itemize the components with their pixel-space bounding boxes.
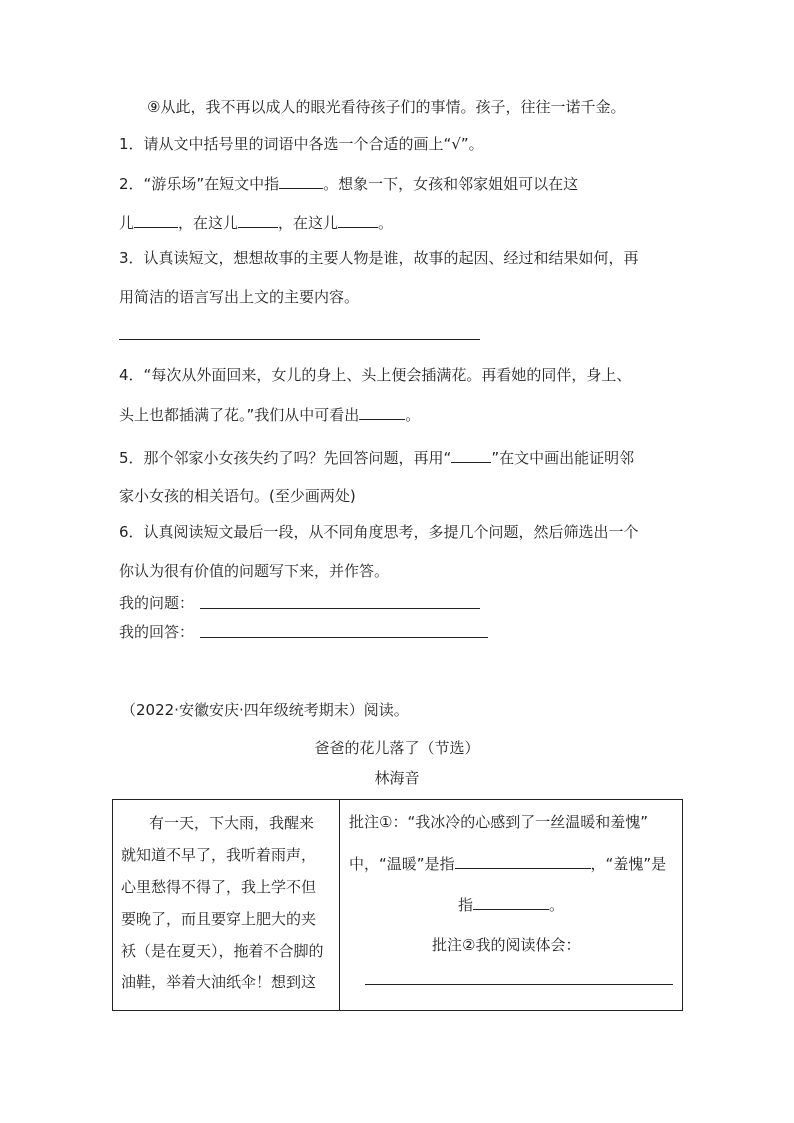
question-5-line-1: 5．那个邻家小女孩失约了吗？先回答问题，再用“ ”在文中画出能证明邻 [119, 449, 635, 467]
source-line: （2022·安徽安庆·四年级统考期末）阅读。 [121, 701, 409, 719]
question-2-line-2: 儿 ，在这儿 ，在这儿 。 [119, 214, 394, 232]
passage-author: 林海音 [374, 769, 420, 787]
note-2-answer-line[interactable] [365, 984, 673, 985]
underline-mark [451, 448, 491, 463]
answer-blank[interactable] [238, 213, 278, 228]
answer-blank[interactable] [134, 213, 178, 228]
passage-line: 袄（是在夏天），拖着不合脚的 [121, 942, 324, 960]
answer-blank[interactable] [338, 213, 378, 228]
question-6-line-2: 你认为很有价值的问题写下来，并作答。 [119, 562, 390, 580]
passage-line: 就知道不早了，我听着雨声， [121, 846, 317, 864]
question-3-line-1: 3．认真读短文，想想故事的主要人物是谁，故事的起因、经过和结果如何，再 [119, 249, 639, 267]
question-5-line-2: 家小女孩的相关语句。(至少画两处) [119, 487, 356, 505]
note-2-label: 批注②我的阅读体会： [432, 936, 581, 954]
my-answer-label: 我的回答： [119, 623, 195, 641]
passage-table [112, 799, 683, 1011]
passage-line: 有一天，下大雨，我醒来 [149, 814, 315, 832]
passage-text-cell [113, 800, 340, 1011]
question-2-line-1: 2．“游乐场”在短文中指 。想象一下，女孩和邻家姐姐可以在这 [119, 175, 579, 193]
answer-blank[interactable] [473, 895, 549, 910]
passage-line: 油鞋，举着大油纸伞！想到这 [121, 973, 317, 991]
passage-line: 心里愁得不得了，我上学不但 [121, 878, 317, 896]
passage-line: 要晚了，而且要穿上肥大的夹 [121, 910, 317, 928]
my-question-line[interactable] [200, 608, 480, 609]
answer-blank[interactable] [455, 854, 591, 869]
answer-blank[interactable] [359, 405, 405, 420]
question-4-line-2: 头上也都插满了花。”我们从中可看出 。 [119, 406, 421, 424]
question-6-line-1: 6．认真阅读短文最后一段，从不同角度思考，多提几个问题，然后筛选出一个 [119, 523, 639, 541]
my-question-label: 我的问题： [119, 594, 195, 612]
note-1-line-2: 中，“温暖”是指 ，“羞愧”是 [349, 855, 667, 873]
question-3-line-2: 用简洁的语言写出上文的主要内容。 [119, 288, 360, 306]
paragraph-9: ⑨从此，我不再以成人的眼光看待孩子们的事情。孩子，往往一诺千金。 [147, 98, 626, 116]
annotation-cell [340, 800, 683, 1011]
note-1-line-1: 批注①：“我冰冷的心感到了一丝温暖和羞愧” [349, 813, 648, 831]
passage-title: 爸爸的花儿落了（节选） [314, 739, 480, 757]
answer-blank[interactable] [279, 174, 323, 189]
question-1: 1．请从文中括号里的词语中各选一个合适的画上“√”。 [119, 135, 484, 153]
note-1-line-3: 指 。 [458, 896, 565, 914]
my-answer-line[interactable] [200, 637, 488, 638]
question-4-line-1: 4．“每次从外面回来，女儿的身上、头上便会插满花。再看她的同伴，身上、 [119, 366, 632, 384]
answer-line[interactable] [119, 339, 480, 340]
